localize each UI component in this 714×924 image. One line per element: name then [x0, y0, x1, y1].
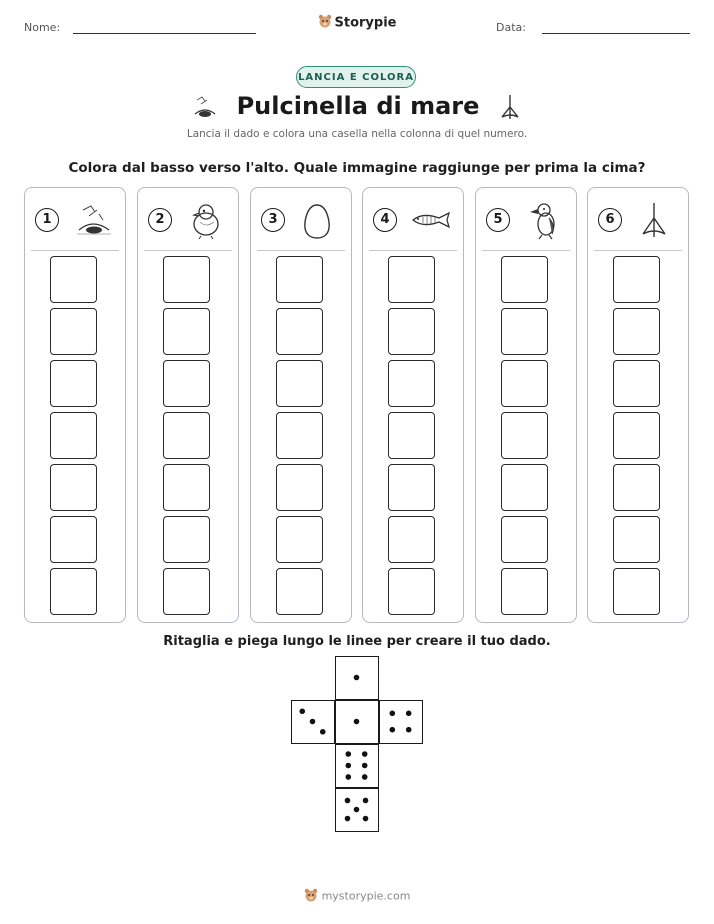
color-cell[interactable]	[501, 568, 548, 615]
brand-logo	[0, 14, 714, 32]
column-number: 4	[373, 208, 397, 232]
color-cell[interactable]	[50, 360, 97, 407]
color-cell[interactable]	[276, 412, 323, 459]
color-cell[interactable]	[388, 568, 435, 615]
color-cell[interactable]	[50, 464, 97, 511]
color-cell[interactable]	[613, 256, 660, 303]
puffin-chick-icon	[184, 200, 228, 240]
date-line[interactable]	[542, 33, 690, 34]
dice-pips	[292, 701, 333, 742]
dice-pip	[310, 719, 316, 725]
color-cell[interactable]	[388, 464, 435, 511]
bear-logo-icon	[318, 14, 332, 32]
dice-pips	[336, 789, 377, 830]
dice-pips	[380, 701, 421, 742]
dice-pip	[390, 727, 396, 733]
dice-pip	[363, 798, 369, 804]
color-cell[interactable]	[501, 308, 548, 355]
name-line[interactable]	[73, 33, 256, 34]
dice-face[interactable]	[335, 744, 379, 788]
dice-pips	[336, 701, 377, 742]
dice-pip	[406, 727, 412, 733]
column-number: 6	[598, 208, 622, 232]
fish-icon	[409, 200, 453, 240]
color-cell[interactable]	[388, 256, 435, 303]
column-number: 3	[261, 208, 285, 232]
color-cell[interactable]	[501, 464, 548, 511]
dice-pip	[346, 774, 352, 780]
color-cell[interactable]	[501, 516, 548, 563]
dice-pip	[320, 729, 326, 735]
activity-badge: LANCIA E COLORA	[296, 66, 416, 88]
dice-pip	[362, 774, 368, 780]
dice-pip	[346, 751, 352, 757]
instruction: Colora dal basso verso l'alto. Quale immagine raggiunge per prima la cima?	[68, 160, 646, 176]
color-cell[interactable]	[50, 308, 97, 355]
color-cell[interactable]	[501, 412, 548, 459]
column-number: 1	[35, 208, 59, 232]
color-cell[interactable]	[50, 516, 97, 563]
color-cell[interactable]	[163, 308, 210, 355]
dice-pip	[345, 816, 351, 822]
dice-face[interactable]	[335, 656, 379, 700]
color-cell[interactable]	[388, 516, 435, 563]
column-4	[362, 187, 464, 623]
dice-pips	[336, 745, 377, 786]
color-cell[interactable]	[163, 568, 210, 615]
dice-pip	[406, 711, 412, 717]
column-2	[137, 187, 239, 623]
dice-pip	[362, 751, 368, 757]
dice-pip	[390, 711, 396, 717]
color-cell[interactable]	[388, 412, 435, 459]
dice-pip	[354, 675, 360, 681]
dice-face[interactable]	[291, 700, 335, 744]
footprint-icon	[634, 200, 678, 240]
burrow-title-icon	[191, 94, 219, 120]
color-cell[interactable]	[50, 256, 97, 303]
color-cell[interactable]	[613, 360, 660, 407]
puffin-icon	[522, 200, 566, 240]
column-number: 2	[148, 208, 172, 232]
brand-name: Storypie	[334, 15, 397, 31]
footer-url: mystorypie.com	[321, 889, 411, 903]
dice-pip	[354, 807, 360, 813]
color-cell[interactable]	[388, 308, 435, 355]
bear-logo-icon	[304, 888, 318, 905]
color-cell[interactable]	[388, 360, 435, 407]
subtitle: Lancia il dado e colora una casella nella colonna di quel numero.	[186, 128, 528, 140]
dice-pip	[346, 763, 352, 769]
color-cell[interactable]	[163, 516, 210, 563]
dice-pip	[362, 763, 368, 769]
footprint-title-icon	[497, 93, 523, 121]
color-cell[interactable]	[50, 568, 97, 615]
dice-pip	[299, 708, 305, 714]
color-cell[interactable]	[613, 308, 660, 355]
title-text: Pulcinella di mare	[236, 92, 480, 120]
color-cell[interactable]	[163, 360, 210, 407]
dice-pip	[363, 816, 369, 822]
color-cell[interactable]	[276, 568, 323, 615]
color-cell[interactable]	[501, 360, 548, 407]
color-cell[interactable]	[613, 516, 660, 563]
dice-face[interactable]	[335, 788, 379, 832]
dice-pips	[336, 657, 377, 698]
color-cell[interactable]	[276, 256, 323, 303]
color-cell[interactable]	[276, 464, 323, 511]
color-cell[interactable]	[613, 568, 660, 615]
color-cell[interactable]	[163, 256, 210, 303]
page-title	[0, 92, 714, 121]
color-cell[interactable]	[163, 464, 210, 511]
color-cell[interactable]	[50, 412, 97, 459]
dice-pip	[345, 798, 351, 804]
color-cell[interactable]	[613, 464, 660, 511]
column-6	[587, 187, 689, 623]
dice-instruction: Ritaglia e piega lungo le linee per creare il tuo dado.	[163, 634, 551, 649]
color-cell[interactable]	[501, 256, 548, 303]
color-cell[interactable]	[276, 360, 323, 407]
dice-face[interactable]	[335, 700, 379, 744]
name-label: Nome:	[24, 21, 61, 34]
column-5	[475, 187, 577, 623]
dice-pip	[354, 719, 360, 725]
column-number: 5	[486, 208, 510, 232]
burrow-icon	[71, 200, 115, 240]
column-3	[250, 187, 352, 623]
egg-icon	[297, 200, 341, 240]
date-label: Data:	[496, 21, 526, 34]
column-1	[24, 187, 126, 623]
color-cell[interactable]	[276, 308, 323, 355]
color-cell[interactable]	[163, 412, 210, 459]
color-cell[interactable]	[613, 412, 660, 459]
color-cell[interactable]	[276, 516, 323, 563]
dice-face[interactable]	[379, 700, 423, 744]
footer	[0, 888, 714, 905]
